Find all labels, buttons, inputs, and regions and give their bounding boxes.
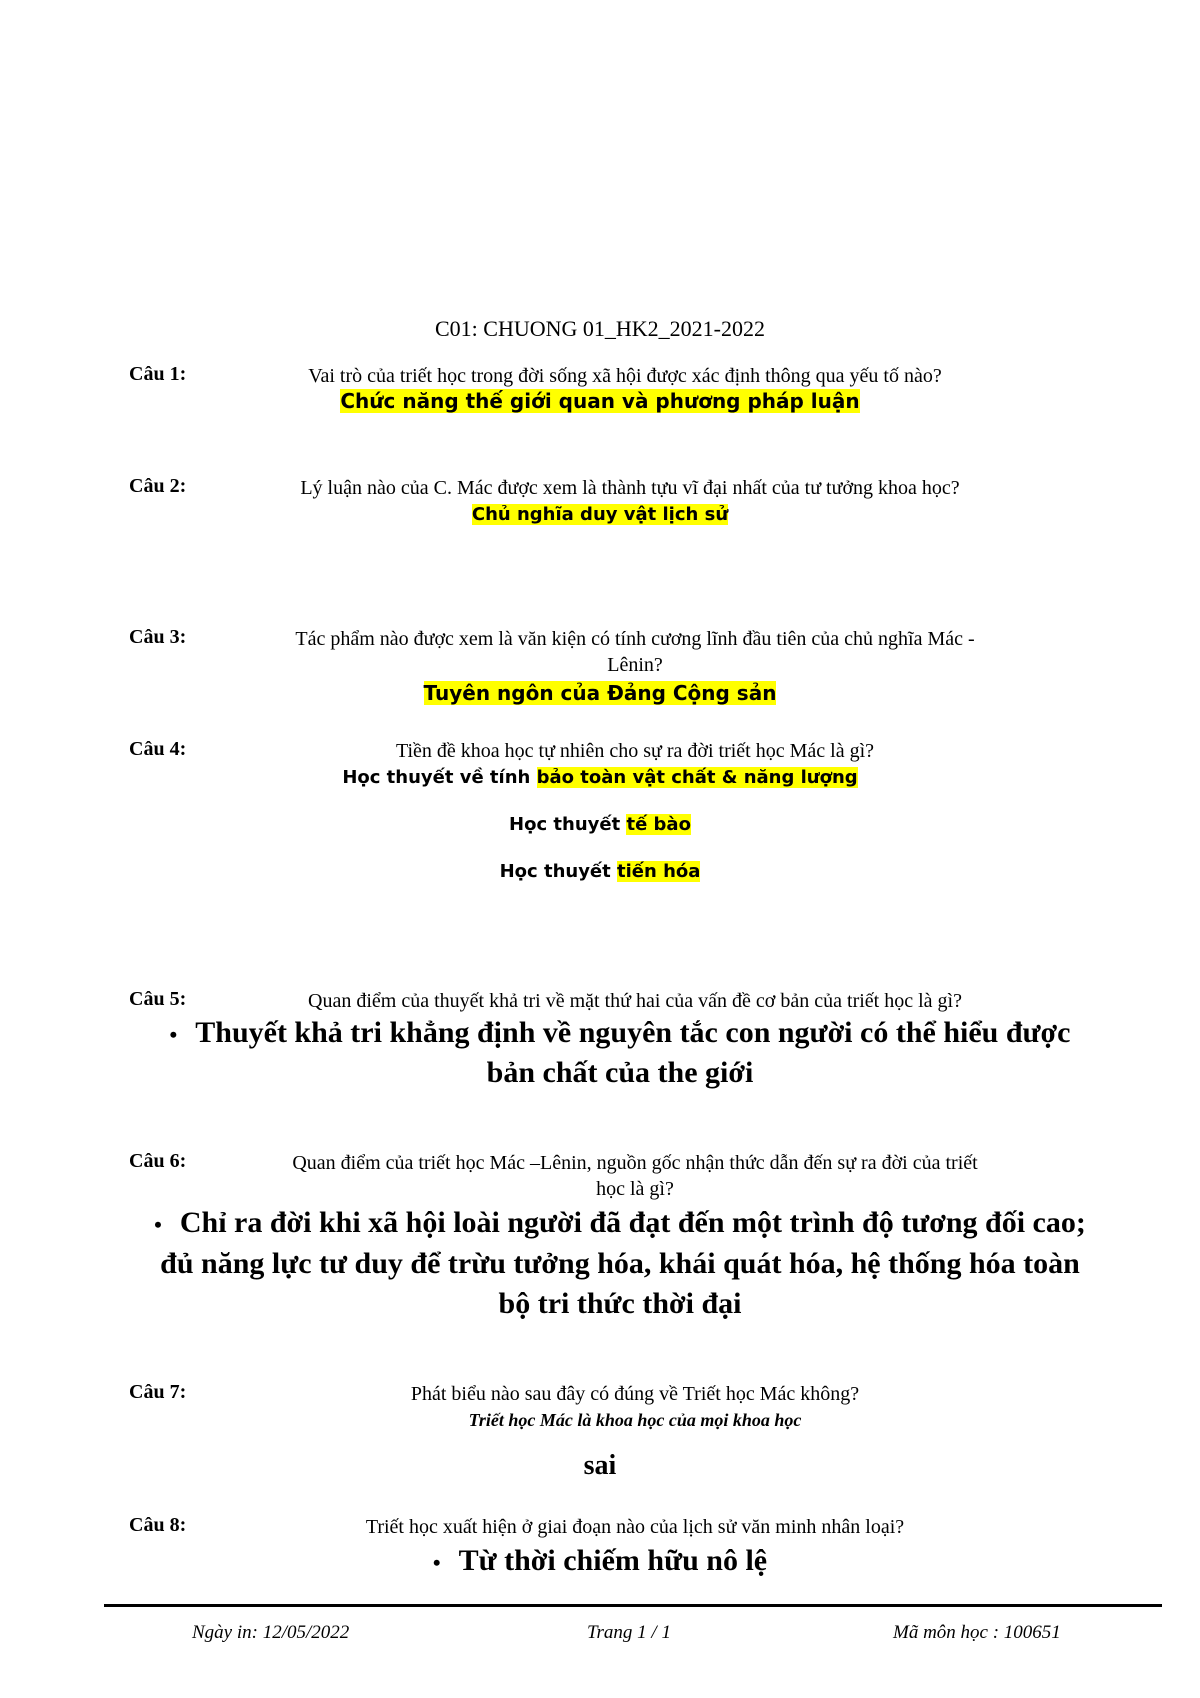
answer-highlight: Chức năng thế giới quan và phương pháp luận xyxy=(340,389,860,413)
question-text: Phát biểu nào sau đây có đúng về Triết học Mác không? xyxy=(410,1383,860,1405)
answer-line xyxy=(80,1203,1160,1245)
answer xyxy=(0,389,1200,413)
question-text-line: Quan điểm của triết học Mác –Lênin, nguồn gốc nhận thức dẫn đến sự ra đời của triết xyxy=(292,1152,978,1174)
question-number: Câu 7: xyxy=(129,1381,187,1403)
answer-line: đủ năng lực tư duy để trừu tưởng hóa, khái quát hóa, hệ thống hóa toàn xyxy=(160,1247,1080,1280)
bullet-icon: • xyxy=(169,1022,178,1048)
question-number: Câu 1: xyxy=(129,363,187,385)
footer-course-code: Mã môn học : 100651 xyxy=(893,1622,1061,1643)
answer-line xyxy=(0,1541,1200,1583)
answer-highlight: bảo toàn vật chất & năng lượng xyxy=(536,767,858,788)
answer-highlight: tế bào xyxy=(626,814,691,835)
answer-line xyxy=(100,1013,1140,1055)
question-text-line: học là gì? xyxy=(596,1178,674,1200)
question-number: Câu 5: xyxy=(129,988,187,1010)
answer-text: Chỉ ra đời khi xã hội loài người đã đạt đến một trình độ tương đối cao; xyxy=(179,1206,1086,1239)
answer-item xyxy=(0,767,1200,788)
answer-highlight: tiến hóa xyxy=(617,861,701,882)
question-text: Quan điểm của thuyết khả tri về mặt thứ hai của vấn đề cơ bản của triết học là gì? xyxy=(308,990,962,1012)
question-text-line: Lênin? xyxy=(607,654,663,676)
answer-item xyxy=(0,814,1200,835)
answer: sai xyxy=(583,1450,617,1481)
question-text: Tiền đề khoa học tự nhiên cho sự ra đời triết học Mác là gì? xyxy=(395,740,875,762)
footer-print-date: Ngày in: 12/05/2022 xyxy=(192,1622,350,1643)
answer-prefix: Học thuyết xyxy=(509,814,627,835)
answer-highlight: Chủ nghĩa duy vật lịch sử xyxy=(471,504,729,525)
bullet-icon: • xyxy=(154,1212,162,1238)
question-number: Câu 6: xyxy=(129,1150,187,1172)
question-number: Câu 3: xyxy=(129,626,187,648)
answer-text: Từ thời chiếm hữu nô lệ xyxy=(458,1544,768,1577)
answer-item xyxy=(0,861,1200,882)
question-number: Câu 2: xyxy=(129,475,187,497)
answer-line: bản chất của the giới xyxy=(486,1056,754,1089)
document-title: C01: CHUONG 01_HK2_2021-2022 xyxy=(435,316,765,341)
answer-prefix: Học thuyết về tính xyxy=(342,767,537,788)
question-number: Câu 4: xyxy=(129,738,187,760)
question-text-line: Tác phẩm nào được xem là văn kiện có tính cương lĩnh đầu tiên của chủ nghĩa Mác - xyxy=(295,628,975,650)
question-text: Triết học xuất hiện ở giai đoạn nào của lịch sử văn minh nhân loại? xyxy=(365,1516,905,1538)
bullet-icon: • xyxy=(432,1550,441,1576)
footer-divider xyxy=(104,1604,1162,1607)
question-text: Vai trò của triết học trong đời sống xã hội được xác định thông qua yếu tố nào? xyxy=(308,365,942,387)
question-text: Lý luận nào của C. Mác được xem là thành tựu vĩ đại nhất của tư tưởng khoa học? xyxy=(300,477,960,499)
answer-line: bộ tri thức thời đại xyxy=(498,1287,742,1320)
answer-prefix: Học thuyết xyxy=(499,861,618,882)
answer-text: Thuyết khả tri khẳng định về nguyên tắc con người có thể hiểu được xyxy=(195,1016,1071,1049)
footer-page-number: Trang 1 / 1 xyxy=(587,1622,671,1643)
answer-highlight: Tuyên ngôn của Đảng Cộng sản xyxy=(423,681,777,705)
question-number: Câu 8: xyxy=(129,1514,187,1536)
answer xyxy=(0,681,1200,705)
answer xyxy=(0,504,1200,525)
statement: Triết học Mác là khoa học của mọi khoa học xyxy=(468,1410,802,1430)
